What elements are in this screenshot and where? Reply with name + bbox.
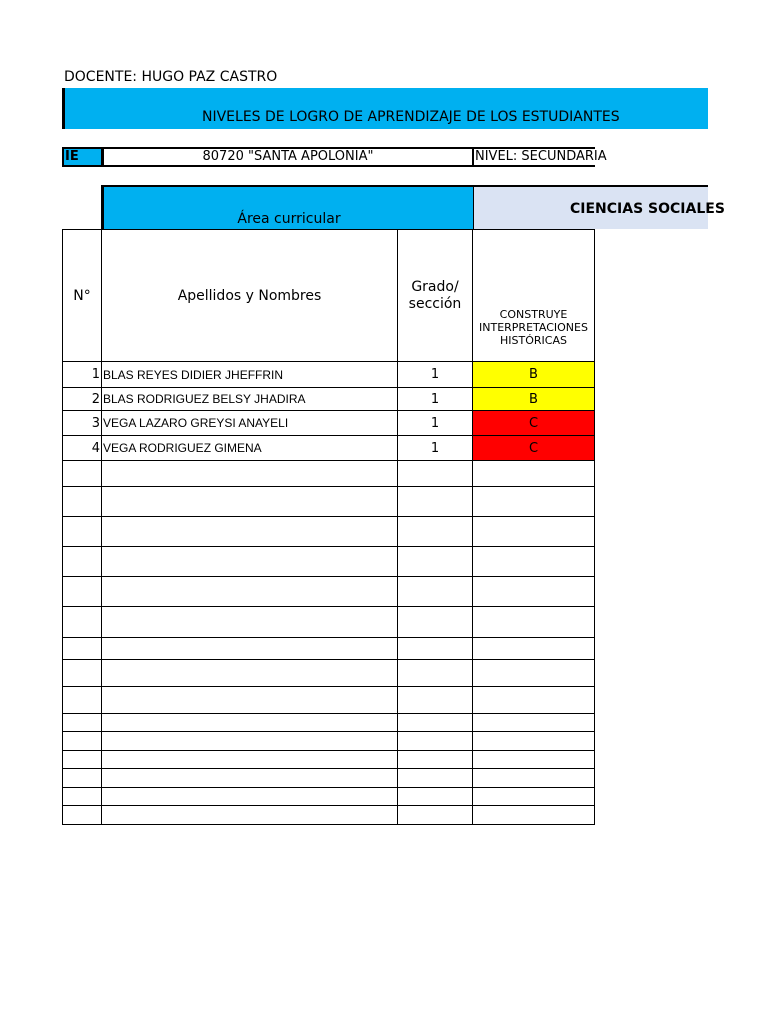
institution-row bbox=[62, 147, 607, 167]
nombres-header[interactable]: Apellidos y Nombres bbox=[102, 230, 398, 362]
empty-cell[interactable] bbox=[473, 660, 595, 687]
empty-table-row bbox=[63, 461, 595, 487]
empty-cell[interactable] bbox=[102, 487, 398, 517]
title-banner bbox=[62, 88, 708, 129]
empty-cell[interactable] bbox=[63, 461, 102, 487]
ie-nivel-cell[interactable]: NIVEL: SECUNDARIA bbox=[472, 147, 595, 167]
row-number-cell[interactable]: 1 bbox=[63, 362, 102, 388]
empty-table-row bbox=[63, 638, 595, 660]
empty-cell[interactable] bbox=[473, 806, 595, 825]
empty-table-row bbox=[63, 547, 595, 577]
empty-cell[interactable] bbox=[63, 607, 102, 638]
empty-cell[interactable] bbox=[473, 517, 595, 547]
empty-cell[interactable] bbox=[102, 517, 398, 547]
empty-cell[interactable] bbox=[398, 660, 473, 687]
empty-cell[interactable] bbox=[63, 751, 102, 769]
empty-cell[interactable] bbox=[102, 769, 398, 788]
num-header[interactable]: N° bbox=[63, 230, 102, 362]
empty-cell[interactable] bbox=[63, 547, 102, 577]
empty-cell[interactable] bbox=[102, 547, 398, 577]
empty-cell[interactable] bbox=[398, 751, 473, 769]
empty-cell[interactable] bbox=[102, 751, 398, 769]
empty-cell[interactable] bbox=[398, 732, 473, 751]
student-name-cell[interactable]: VEGA LAZARO GREYSI ANAYELI bbox=[102, 411, 398, 436]
empty-cell[interactable] bbox=[63, 638, 102, 660]
empty-cell[interactable] bbox=[398, 806, 473, 825]
area-name-label: CIENCIAS SOCIALES bbox=[570, 201, 725, 217]
empty-cell[interactable] bbox=[102, 607, 398, 638]
table-row bbox=[63, 362, 595, 388]
empty-cell[interactable] bbox=[63, 487, 102, 517]
empty-cell[interactable] bbox=[63, 732, 102, 751]
ie-label-cell[interactable]: IE bbox=[62, 147, 103, 167]
empty-cell[interactable] bbox=[102, 732, 398, 751]
empty-cell[interactable] bbox=[102, 714, 398, 732]
empty-cell[interactable] bbox=[102, 577, 398, 607]
empty-cell[interactable] bbox=[102, 638, 398, 660]
grado-cell[interactable]: 1 bbox=[398, 388, 473, 411]
empty-cell[interactable] bbox=[473, 487, 595, 517]
grado-cell[interactable]: 1 bbox=[398, 436, 473, 461]
nivel-logro-cell[interactable]: C bbox=[473, 436, 595, 461]
empty-cell[interactable] bbox=[63, 806, 102, 825]
empty-cell[interactable] bbox=[473, 461, 595, 487]
empty-cell[interactable] bbox=[473, 788, 595, 806]
empty-table-row bbox=[63, 806, 595, 825]
empty-cell[interactable] bbox=[63, 788, 102, 806]
empty-table-row bbox=[63, 660, 595, 687]
student-name-cell[interactable]: BLAS REYES DIDIER JHEFFRIN bbox=[102, 362, 398, 388]
empty-cell[interactable] bbox=[473, 769, 595, 788]
empty-cell[interactable] bbox=[102, 687, 398, 714]
student-name-cell[interactable]: BLAS RODRIGUEZ BELSY JHADIRA bbox=[102, 388, 398, 411]
empty-cell[interactable] bbox=[63, 517, 102, 547]
empty-cell[interactable] bbox=[398, 461, 473, 487]
empty-cell[interactable] bbox=[398, 638, 473, 660]
empty-table-row bbox=[63, 607, 595, 638]
empty-cell[interactable] bbox=[398, 547, 473, 577]
empty-cell[interactable] bbox=[473, 687, 595, 714]
grado-cell[interactable]: 1 bbox=[398, 362, 473, 388]
table-row bbox=[63, 388, 595, 411]
students-grid bbox=[62, 229, 595, 825]
empty-cell[interactable] bbox=[102, 461, 398, 487]
area-curricular-header[interactable] bbox=[101, 185, 474, 229]
empty-cell[interactable] bbox=[473, 714, 595, 732]
empty-table-row bbox=[63, 577, 595, 607]
empty-table-row bbox=[63, 687, 595, 714]
empty-table-row bbox=[63, 788, 595, 806]
row-number-cell[interactable]: 4 bbox=[63, 436, 102, 461]
empty-cell[interactable] bbox=[473, 732, 595, 751]
nivel-logro-cell[interactable]: B bbox=[473, 362, 595, 388]
empty-cell[interactable] bbox=[63, 660, 102, 687]
row-number-cell[interactable]: 3 bbox=[63, 411, 102, 436]
row-number-cell[interactable]: 2 bbox=[63, 388, 102, 411]
grid-body bbox=[63, 362, 595, 825]
empty-cell[interactable] bbox=[63, 687, 102, 714]
competencia-header[interactable]: CONSTRUYE INTERPRETACIONES HISTÓRICAS bbox=[473, 230, 595, 362]
docente-label: DOCENTE: HUGO PAZ CASTRO bbox=[64, 69, 278, 85]
empty-table-row bbox=[63, 751, 595, 769]
nivel-logro-cell[interactable]: C bbox=[473, 411, 595, 436]
nivel-logro-cell[interactable]: B bbox=[473, 388, 595, 411]
empty-cell[interactable] bbox=[102, 788, 398, 806]
empty-table-row bbox=[63, 714, 595, 732]
empty-cell[interactable] bbox=[102, 806, 398, 825]
empty-cell[interactable] bbox=[63, 577, 102, 607]
empty-cell[interactable] bbox=[398, 487, 473, 517]
page-title: NIVELES DE LOGRO DE APRENDIZAJE DE LOS ESTUDIANTES bbox=[202, 109, 620, 125]
empty-cell[interactable] bbox=[473, 607, 595, 638]
grid-header-row bbox=[63, 230, 595, 362]
empty-cell[interactable] bbox=[398, 577, 473, 607]
empty-table-row bbox=[63, 517, 595, 547]
empty-cell[interactable] bbox=[398, 687, 473, 714]
area-name-header[interactable] bbox=[473, 185, 725, 229]
grado-cell[interactable]: 1 bbox=[398, 411, 473, 436]
ie-name-cell[interactable]: 80720 "SANTA APOLONIA" bbox=[102, 147, 474, 167]
empty-cell[interactable] bbox=[473, 751, 595, 769]
empty-cell[interactable] bbox=[398, 517, 473, 547]
empty-cell[interactable] bbox=[473, 547, 595, 577]
empty-cell[interactable] bbox=[473, 577, 595, 607]
table-row bbox=[63, 436, 595, 461]
student-name-cell[interactable]: VEGA RODRIGUEZ GIMENA bbox=[102, 436, 398, 461]
empty-table-row bbox=[63, 487, 595, 517]
empty-cell[interactable] bbox=[398, 714, 473, 732]
empty-cell[interactable] bbox=[63, 769, 102, 788]
empty-cell[interactable] bbox=[398, 788, 473, 806]
empty-cell[interactable] bbox=[63, 714, 102, 732]
area-curricular-label: Área curricular bbox=[237, 211, 341, 227]
empty-cell[interactable] bbox=[473, 638, 595, 660]
empty-cell[interactable] bbox=[398, 607, 473, 638]
empty-cell[interactable] bbox=[398, 769, 473, 788]
grado-header[interactable]: Grado/ sección bbox=[398, 230, 473, 362]
empty-table-row bbox=[63, 732, 595, 751]
table-row bbox=[63, 411, 595, 436]
empty-cell[interactable] bbox=[102, 660, 398, 687]
empty-table-row bbox=[63, 769, 595, 788]
